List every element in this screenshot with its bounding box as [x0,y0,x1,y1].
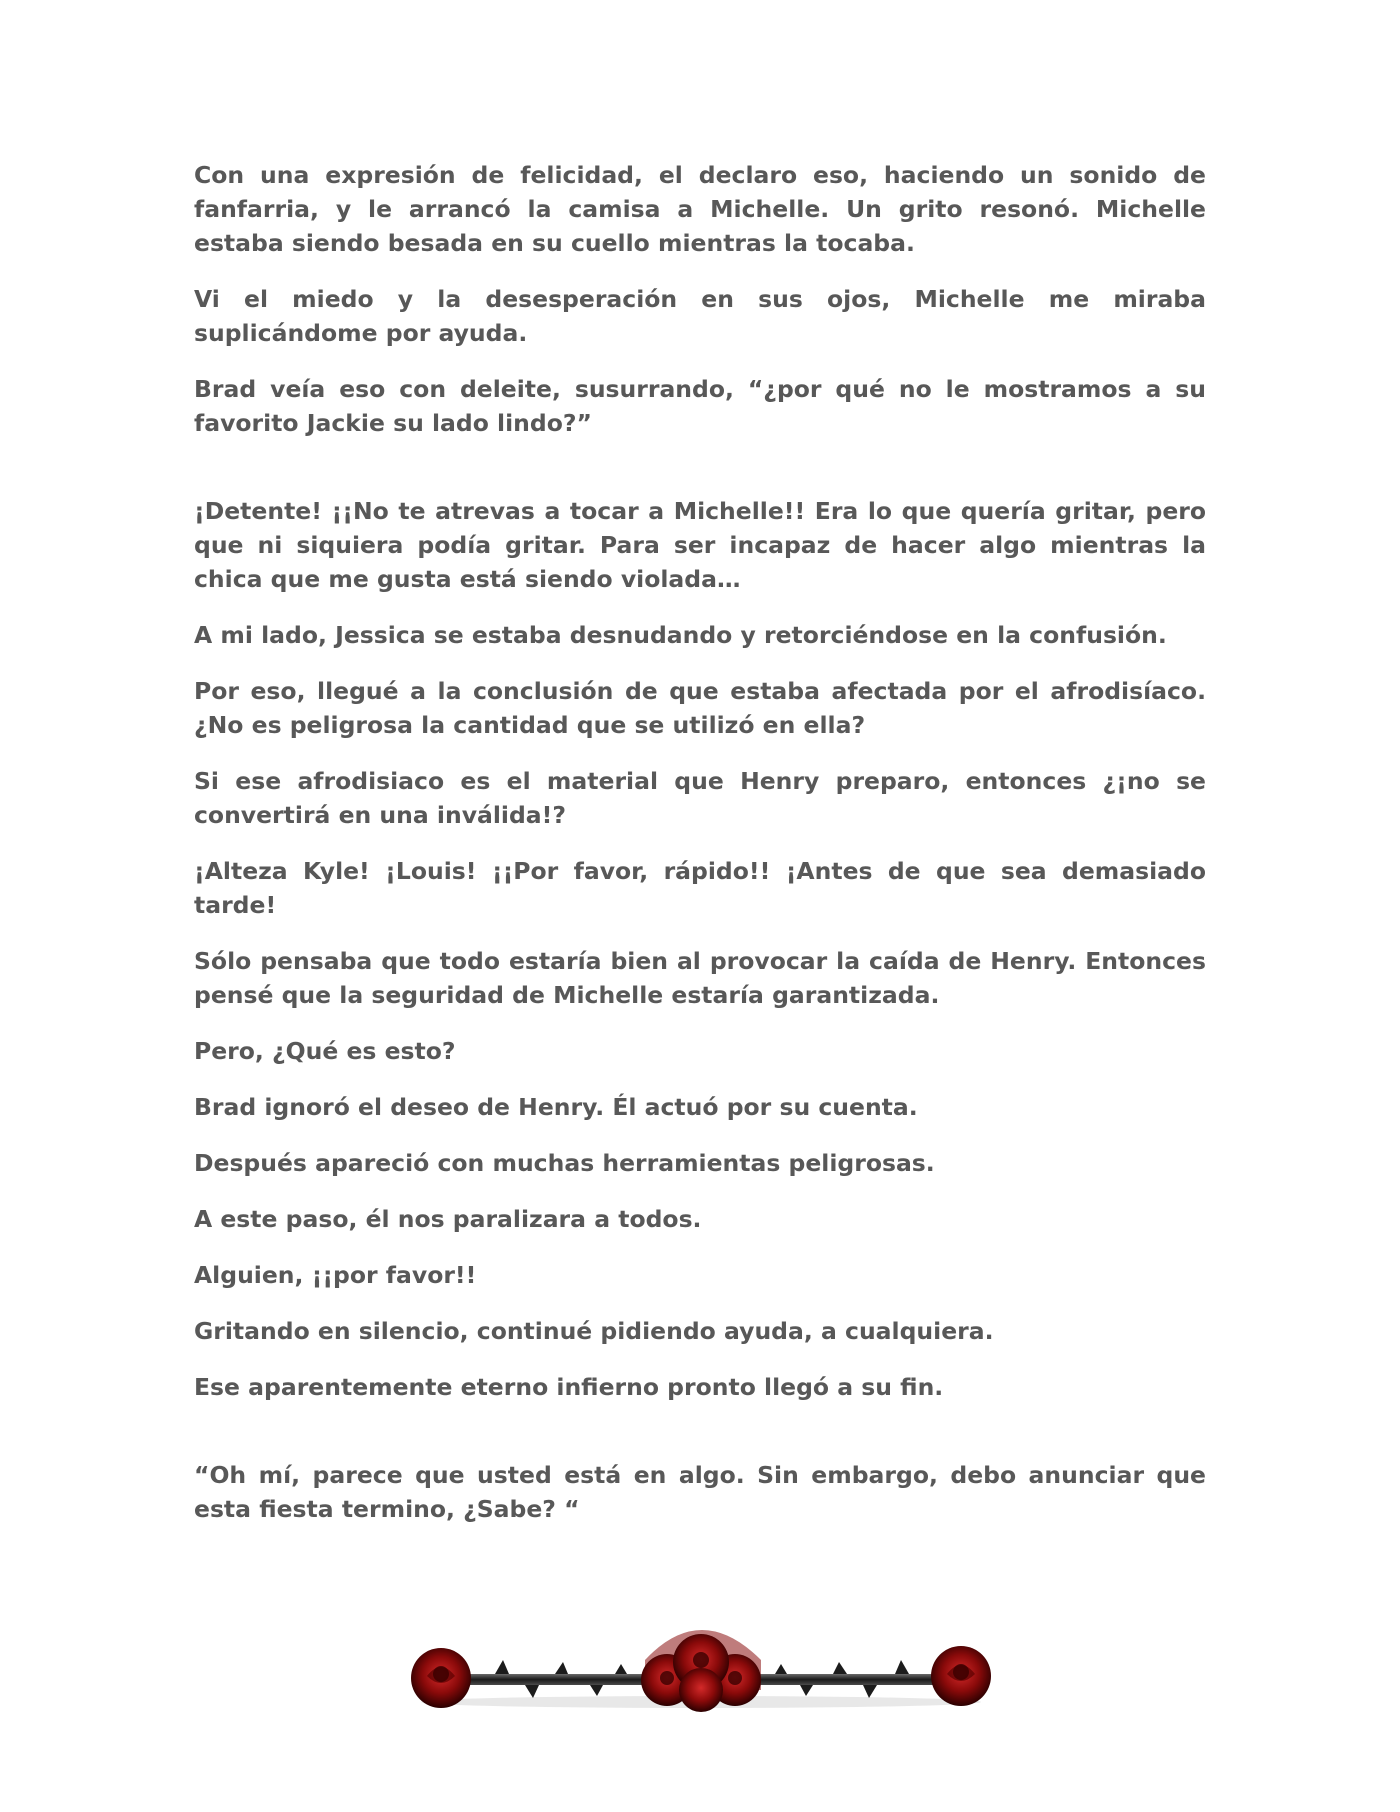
paragraph: Con una expresión de felicidad, el declaro eso, haciendo un sonido de fanfarria, y le arrancó la camisa a Michelle. Un grito resonó. Michelle estaba siendo besada en su cuello mientras la tocaba. [194,161,1206,257]
paragraph: Vi el miedo y la desesperación en sus ojos, Michelle me miraba suplicándome por ayuda. [194,285,1206,347]
paragraph: Pero, ¿Qué es esto? [194,1037,456,1065]
story-text [194,158,1206,1548]
paragraph: Por eso, llegué a la conclusión de que estaba afectada por el afrodisíaco. ¿No es peligrosa la cantidad que se utilizó en ella? [194,677,1206,739]
paragraph: Alguien, ¡¡por favor!! [194,1261,477,1289]
paragraph: Brad veía eso con deleite, susurrando, “¿por qué no le mostramos a su favorito Jackie su lado lindo?” [194,375,1206,437]
rose-thorn-divider-icon [405,1610,997,1720]
paragraph: ¡Alteza Kyle! ¡Louis! ¡¡Por favor, rápido!! ¡Antes de que sea demasiado tarde! [194,857,1206,919]
paragraph: Sólo pensaba que todo estaría bien al provocar la caída de Henry. Entonces pensé que la seguridad de Michelle estaría garantizada. [194,947,1206,1009]
paragraph: ¡Detente! ¡¡No te atrevas a tocar a Michelle!! Era lo que quería gritar, pero que ni siquiera podía gritar. Para ser incapaz de hacer algo mientras la chica que me gusta está siendo violada… [194,497,1206,593]
paragraph: Después apareció con muchas herramientas peligrosas. [194,1149,935,1177]
paragraph: Gritando en silencio, continué pidiendo ayuda, a cualquiera. [194,1317,994,1345]
paragraph: A mi lado, Jessica se estaba desnudando y retorciéndose en la confusión. [194,621,1167,649]
paragraph: A este paso, él nos paralizara a todos. [194,1205,702,1233]
paragraph: Ese aparentemente eterno infierno pronto llegó a su fin. [194,1373,944,1401]
paragraph: Brad ignoró el deseo de Henry. Él actuó por su cuenta. [194,1093,918,1121]
paragraph: “Oh mí, parece que usted está en algo. Sin embargo, debo anunciar que esta fiesta termino, ¿Sabe? “ [194,1461,1206,1523]
paragraph: Si ese afrodisiaco es el material que Henry preparo, entonces ¿¡no se convertirá en una inválida!? [194,767,1206,829]
